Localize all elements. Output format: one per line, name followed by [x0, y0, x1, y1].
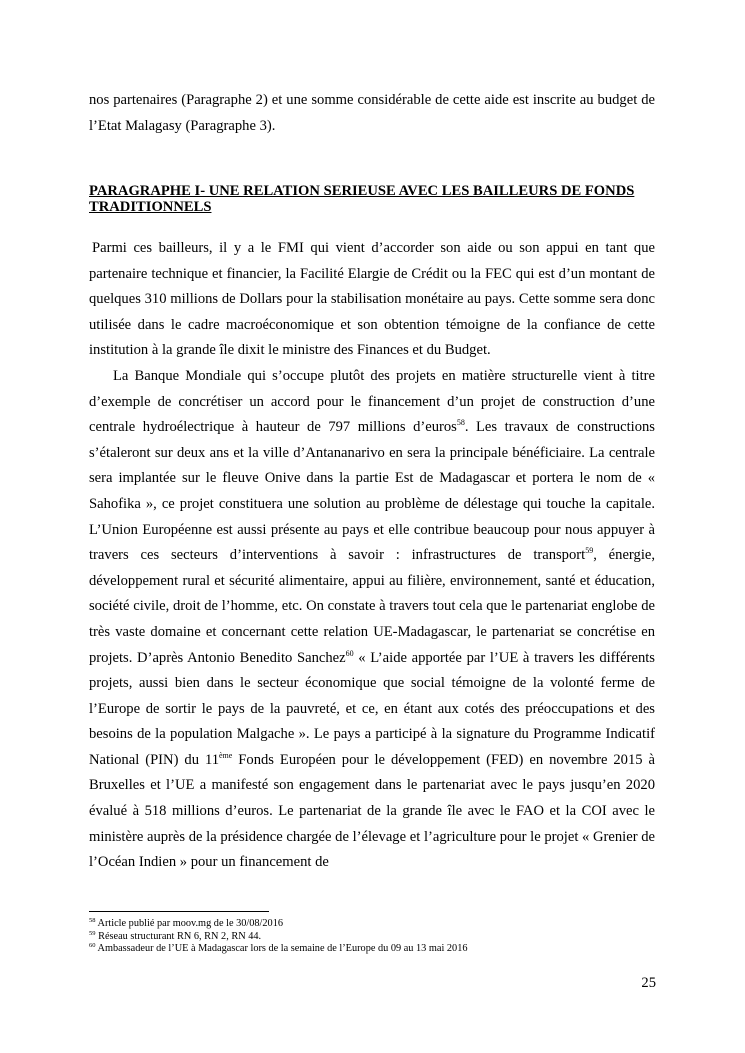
- footnote-ref: 58: [456, 418, 465, 428]
- page-number: 25: [641, 975, 656, 991]
- footnote-item: [89, 918, 655, 931]
- footnote-divider: [89, 911, 269, 912]
- paragraph-banque-mondiale: [89, 364, 655, 876]
- intro-paragraph: nos partenaires (Paragraphe 2) et une somme considérable de cette aide est inscrite au budget de l’Etat Malagasy (Paragraphe 3).: [89, 92, 655, 134]
- body-text-block: [89, 236, 655, 876]
- footnote-text: Réseau structurant RN 6, RN 2, RN 44.: [95, 930, 262, 942]
- footnote-number: 60: [89, 942, 96, 949]
- paragraph-text: , énergie, développement rural et sécurité alimentaire, appui au filière, environnement, santé et éducation, société civile, droit de l’homme, etc. On constate à travers tout cela que le partenariat englobe de très vaste domaine et concernant cette relation UE-Madagascar, le partenariat se concrétise en projets. D’après Antonio Benedito Sanchez: [89, 547, 655, 666]
- paragraph-text: La Banque Mondiale qui s’occupe plutôt des projets en matière structurelle vient à titre d’exemple de concrétiser un accord pour le financement d’un projet de construction d’une centrale hydroélectrique à hauteur de 797 millions d’euros: [89, 367, 655, 436]
- footnotes: [89, 918, 655, 956]
- footnote-ref: 59: [585, 546, 594, 556]
- footnote-item: [89, 931, 655, 944]
- paragraph-text: . Les travaux de constructions s’étaleront sur deux ans et la ville d’Antananarivo en sera la principale bénéficiaire. La centrale sera implantée sur le fleuve Onive dans la partie Est de Madagascar et portera le nom de « Sahofika », ce projet constituera une solution au problème de délestage qui touche la capitale. L’Union Européenne est aussi présente au pays et elle contribue beaucoup pour nous appuyer à travers ces secteurs d’interventions à savoir : infrastructures de transport: [89, 419, 655, 564]
- ordinal-superscript: ème: [219, 750, 233, 760]
- footnote-text: Ambassadeur de l’UE à Madagascar lors de la semaine de l’Europe du 09 au 13 mai 2016: [95, 943, 468, 954]
- paragraph-text: Fonds Européen pour le développement (FED) en novembre 2015 à Bruxelles et l’UE a manifesté son engagement dans le partenariat avec le pays jusqu’en 2020 évalué à 518 millions d’euros. Le partenariat de la grande île avec le FAO et la COI avec le ministère auprès de la présidence chargée de l’élevage et l’agriculture pour le projet « Grenier de l’Océan Indien » pour un financement de: [89, 751, 655, 871]
- paragraph-text: « L’aide apportée par l’UE à travers les différents projets, aussi bien dans le secteur économique que social témoigne de la volonté ferme de l’Europe de sortir le pays de la pauvreté, et ce, en étant aux cotés des préoccupations et des besoins de la population Malgache ». Le pays a participé à la signature du Programme Indicatif National (PIN) du 11: [89, 649, 655, 768]
- footnote-number: 59: [89, 929, 96, 937]
- footnote-ref: 60: [345, 648, 354, 658]
- footnote-item: [89, 943, 655, 956]
- footnote-text: Article publié par moov.mg de le 30/08/2016: [95, 918, 284, 929]
- paragraph-fmi: Parmi ces bailleurs, il y a le FMI qui vient d’accorder son aide ou son appui en tant que partenaire technique et financier, la Facilité Elargie de Crédit ou la FEC qui est d’un montant de quelques 310 millions de Dollars pour la stabilisation monétaire au pays. Cette somme sera donc utilisée dans le cadre macroéconomique et son obtention témoigne de la confiance de cette institution à la grande île dixit le ministre des Finances et du Budget.: [89, 240, 655, 359]
- section-heading: PARAGRAPHE I- UNE RELATION SERIEUSE AVEC LES BAILLEURS DE FONDS TRADITIONNELS: [89, 183, 635, 215]
- footnote-number: 58: [89, 917, 96, 924]
- section-heading-block: [89, 183, 655, 215]
- intro-paragraph-block: [89, 88, 655, 139]
